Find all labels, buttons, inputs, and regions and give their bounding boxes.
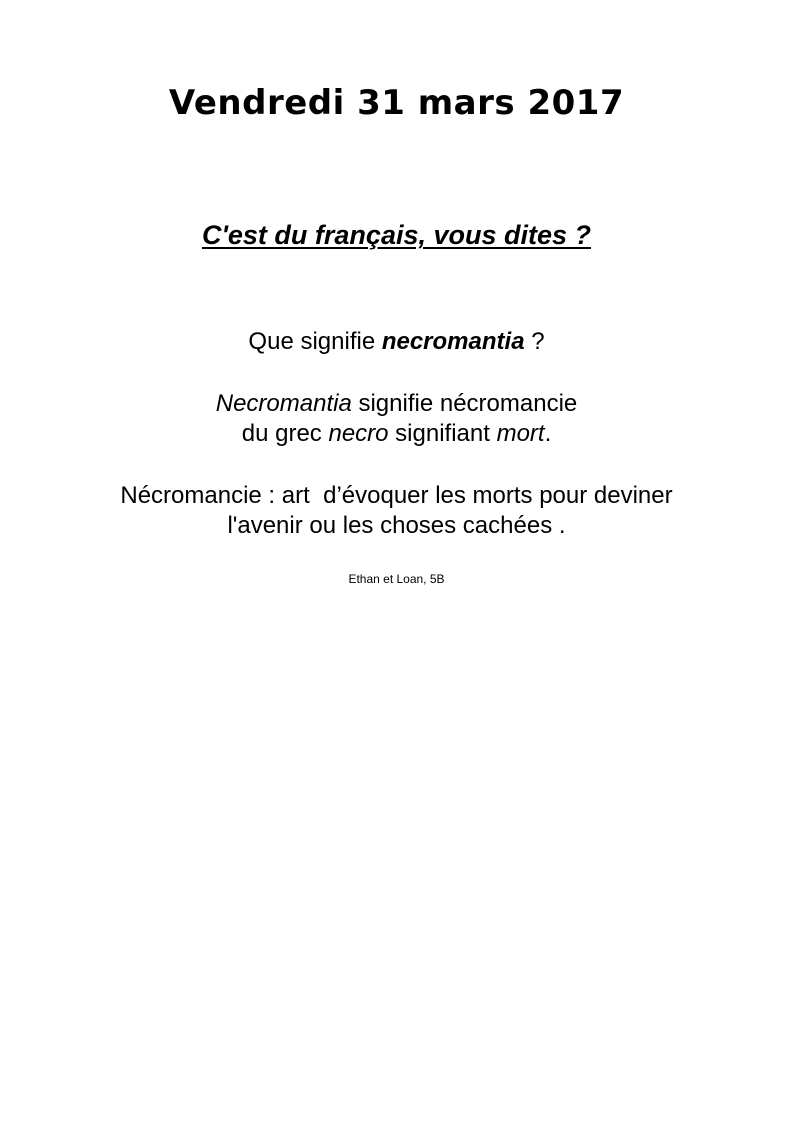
- definition-line1: Nécromancie : art d’évoquer les morts pour deviner: [120, 482, 673, 509]
- author-credit: Ethan et Loan, 5B: [348, 572, 445, 586]
- question-prefix: Que signifie: [248, 328, 382, 355]
- answer-line2-meaning: mort: [496, 420, 545, 447]
- question-term: necromantia: [381, 328, 525, 355]
- answer-term: Necromantia: [215, 390, 352, 417]
- definition-paragraph: [0, 481, 793, 541]
- question-line: [0, 327, 793, 357]
- answer-line2-suffix: .: [544, 420, 552, 447]
- subtitle-text: C'est du français, vous dites ?: [201, 220, 592, 250]
- answer-line2-term: necro: [328, 420, 389, 447]
- definition-line2: l'avenir ou les choses cachées .: [227, 512, 566, 539]
- page-title: Vendredi 31 mars 2017: [168, 83, 625, 123]
- subtitle: [0, 218, 793, 252]
- answer-paragraph: [0, 389, 793, 449]
- question-suffix: ?: [524, 328, 545, 355]
- answer-line1-rest: signifie nécromancie: [351, 390, 578, 417]
- answer-line2-prefix: du grec: [241, 420, 329, 447]
- answer-line2-mid: signifiant: [388, 420, 497, 447]
